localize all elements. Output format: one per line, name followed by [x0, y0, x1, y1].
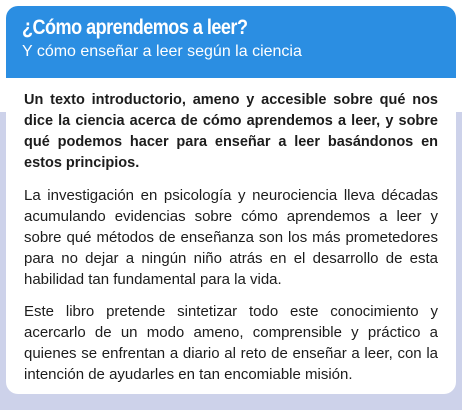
body-paragraph-2: Este libro pretende sintetizar todo este conocimiento y acercarlo de un modo ameno, comprensible y práctico a quienes se enfrentan a diario al reto de enseñar a leer, con la intención de ayudarles en tan encomiable misión. — [24, 303, 438, 383]
body-paragraph-1: La investigación en psicología y neurociencia lleva décadas acumulando evidencias sobre cómo aprendemos a leer y sobre qué métodos de enseñanza son los más prometedores para no dejar a ningún niño atrás en el desarrollo de esta habilidad tan fundamental para la vida. — [24, 187, 438, 288]
header-banner — [6, 6, 456, 78]
intro-paragraph: Un texto introductorio, ameno y accesible sobre qué nos dice la ciencia acerca de cómo aprendemos a leer, y sobre qué podemos hacer para enseñar a leer basándonos en estos principios. — [24, 92, 438, 171]
content-card — [6, 78, 456, 394]
page-subtitle: Y cómo enseñar a leer según la ciencia — [22, 43, 302, 60]
page-title: ¿Cómo aprendemos a leer? — [22, 16, 248, 39]
